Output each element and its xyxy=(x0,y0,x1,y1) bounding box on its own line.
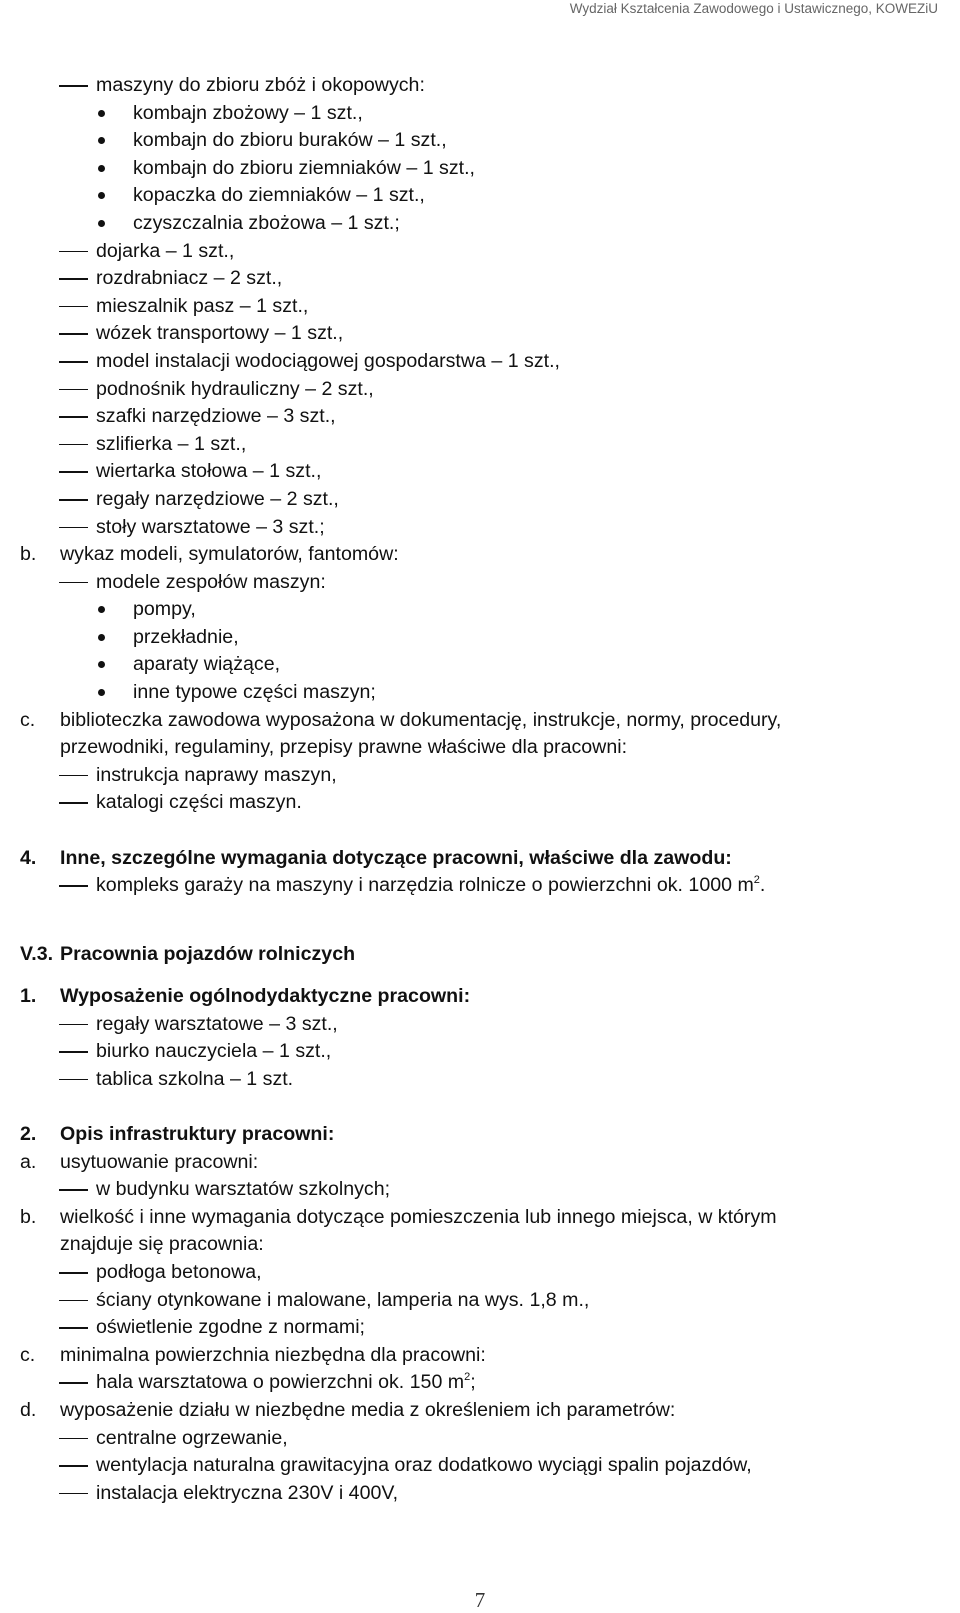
section-heading xyxy=(0,1121,960,1149)
bullet-marker xyxy=(98,606,105,613)
item-text xyxy=(60,541,399,569)
list-item xyxy=(0,1342,960,1370)
item-text-main: usytuowanie pracowni: xyxy=(60,1150,259,1173)
running-header: Wydział Kształcenia Zawodowego i Ustawicznego, KOWEZiU xyxy=(569,1,938,16)
list-item xyxy=(0,1149,960,1177)
item-text-main: regały warsztatowe – 3 szt., xyxy=(96,1012,338,1035)
item-text-main: wózek transportowy – 1 szt., xyxy=(96,322,344,345)
item-text-main: tablica szkolna – 1 szt. xyxy=(96,1067,294,1090)
list-item xyxy=(0,210,960,238)
list-item xyxy=(0,1314,960,1342)
dash-marker xyxy=(59,251,88,253)
list-item xyxy=(0,1066,960,1094)
item-text-main: wyposażenie działu w niezbędne media z określeniem ich parametrów: xyxy=(60,1398,676,1421)
item-text-main: ściany otynkowane i malowane, lamperia na wys. 1,8 m., xyxy=(96,1288,590,1311)
superscript: 2 xyxy=(753,873,760,886)
item-text xyxy=(96,1480,398,1508)
list-item xyxy=(0,1204,960,1232)
dash-marker xyxy=(59,361,88,363)
item-text-main: mieszalnik pasz – 1 szt., xyxy=(96,294,309,317)
item-text-main: Inne, szczególne wymagania dotyczące pracowni, właściwe dla zawodu: xyxy=(60,846,732,869)
bullet-marker xyxy=(98,661,105,668)
item-text-main: inne typowe części maszyn; xyxy=(133,681,376,704)
list-item xyxy=(0,458,960,486)
item-text xyxy=(96,431,246,459)
list-item xyxy=(0,403,960,431)
page-number: 7 xyxy=(474,1588,486,1612)
item-text-main: czyszczalnia zbożowa – 1 szt.; xyxy=(133,211,400,234)
item-text-main: model instalacji wodociągowej gospodarstwa – 1 szt., xyxy=(96,349,560,372)
spacer xyxy=(0,900,960,928)
dash-marker xyxy=(59,1438,88,1440)
list-item xyxy=(0,1287,960,1315)
item-text-main: wykaz modeli, symulatorów, fantomów: xyxy=(60,543,399,566)
item-text-main: podnośnik hydrauliczny – 2 szt., xyxy=(96,377,374,400)
item-label: d. xyxy=(20,1398,37,1421)
list-item xyxy=(0,376,960,404)
list-item xyxy=(0,431,960,459)
item-text-tail: . xyxy=(759,874,766,897)
item-text-main: podłoga betonowa, xyxy=(96,1260,262,1283)
list-item xyxy=(0,238,960,266)
list-item xyxy=(0,100,960,128)
spacer xyxy=(0,969,960,983)
item-text xyxy=(96,486,339,514)
item-text-tail: ; xyxy=(470,1371,476,1394)
item-text-main: Wyposażenie ogólnodydaktyczne pracowni: xyxy=(60,985,471,1007)
item-text xyxy=(60,1231,264,1259)
section-heading xyxy=(0,941,960,969)
list-item xyxy=(0,541,960,569)
dash-marker xyxy=(59,527,88,529)
spacer xyxy=(0,1093,960,1121)
list-item xyxy=(0,293,960,321)
item-text xyxy=(133,155,475,183)
item-text xyxy=(96,1452,752,1480)
dash-marker xyxy=(59,278,88,280)
item-label: a. xyxy=(20,1150,37,1173)
item-text xyxy=(60,1397,675,1425)
item-text-main: wiertarka stołowa – 1 szt., xyxy=(96,460,322,483)
item-text xyxy=(96,1259,262,1287)
list-item xyxy=(0,762,960,790)
list-item xyxy=(0,182,960,210)
item-text xyxy=(96,1011,338,1039)
item-text xyxy=(60,1121,334,1149)
item-text xyxy=(96,72,425,100)
item-text xyxy=(60,1342,486,1370)
bullet-marker xyxy=(98,634,105,641)
item-text xyxy=(133,100,363,128)
dash-marker xyxy=(59,1024,88,1026)
dash-marker xyxy=(59,306,88,308)
list-item xyxy=(0,1259,960,1287)
item-text xyxy=(133,596,196,624)
item-text-main: kombajn do zbioru buraków – 1 szt., xyxy=(133,129,447,152)
item-text-main: znajduje się pracownia: xyxy=(60,1233,264,1256)
list-item xyxy=(0,486,960,514)
dash-marker xyxy=(59,416,88,418)
bullet-marker xyxy=(98,689,105,696)
item-text-main: centralne ogrzewanie, xyxy=(96,1426,288,1449)
bullet-marker xyxy=(98,110,105,117)
item-label: b. xyxy=(20,1205,37,1228)
dash-marker xyxy=(59,444,88,446)
list-item xyxy=(0,155,960,183)
item-text-main: modele zespołów maszyn: xyxy=(96,570,326,593)
list-item xyxy=(0,789,960,817)
item-text xyxy=(96,458,321,486)
item-text-main: szafki narzędziowe – 3 szt., xyxy=(96,405,336,428)
list-item xyxy=(0,1176,960,1204)
dash-marker xyxy=(59,1300,88,1302)
item-text xyxy=(96,403,336,431)
superscript: 2 xyxy=(464,1370,471,1383)
item-text xyxy=(96,1369,476,1397)
dash-marker xyxy=(59,1327,88,1329)
dash-marker xyxy=(59,775,88,777)
item-text xyxy=(96,872,765,900)
item-text xyxy=(96,376,374,404)
list-item xyxy=(0,320,960,348)
item-text xyxy=(96,1038,331,1066)
dash-marker xyxy=(59,85,88,87)
item-text-main: minimalna powierzchnia niezbędna dla pracowni: xyxy=(60,1343,486,1366)
item-text xyxy=(60,845,732,873)
item-label: 2. xyxy=(20,1122,37,1145)
list-item xyxy=(0,1480,960,1508)
item-text xyxy=(60,1149,258,1177)
dash-marker xyxy=(59,1382,88,1384)
item-text-main: aparaty wiążące, xyxy=(133,653,281,676)
item-text-main: pompy, xyxy=(133,598,196,621)
list-item xyxy=(0,1397,960,1425)
item-text xyxy=(96,789,302,817)
item-text xyxy=(96,238,234,266)
list-item xyxy=(0,127,960,155)
item-text xyxy=(133,651,280,679)
item-text xyxy=(133,679,376,707)
list-item xyxy=(0,1369,960,1397)
item-label: c. xyxy=(20,1343,36,1366)
item-text-main: kombajn zbożowy – 1 szt., xyxy=(133,101,363,124)
list-item xyxy=(0,624,960,652)
section-heading xyxy=(0,983,960,1011)
bullet-marker xyxy=(98,137,105,144)
item-text-main: hala warsztatowa o powierzchni ok. 150 m xyxy=(96,1371,465,1394)
item-label: c. xyxy=(20,708,36,731)
item-text xyxy=(60,707,781,735)
list-item xyxy=(0,679,960,707)
dash-marker xyxy=(59,802,88,804)
section-heading xyxy=(0,845,960,873)
item-text xyxy=(133,210,400,238)
item-text-main: biblioteczka zawodowa wyposażona w dokumentację, instrukcje, normy, procedury, xyxy=(60,708,782,731)
list-item xyxy=(0,734,960,762)
item-text-main: stoły warsztatowe – 3 szt.; xyxy=(96,515,325,538)
dash-marker xyxy=(59,885,88,887)
item-text-main: wielkość i inne wymagania dotyczące pomieszczenia lub innego miejsca, w którym xyxy=(60,1205,777,1228)
item-text xyxy=(96,569,326,597)
item-text-main: katalogi części maszyn. xyxy=(96,791,302,814)
item-text xyxy=(133,182,425,210)
item-text-main: kombajn do zbioru ziemniaków – 1 szt., xyxy=(133,156,475,179)
list-item xyxy=(0,872,960,900)
dash-marker xyxy=(59,1272,88,1274)
dash-marker xyxy=(59,499,88,501)
item-label: 4. xyxy=(20,846,37,869)
item-text-main: maszyny do zbioru zbóż i okopowych: xyxy=(96,74,425,96)
dash-marker xyxy=(59,1051,88,1053)
list-item xyxy=(0,348,960,376)
item-label: V.3. xyxy=(20,943,54,966)
item-text xyxy=(60,734,627,762)
item-text-main: przewodniki, regulaminy, przepisy prawne właściwe dla pracowni: xyxy=(60,736,628,759)
item-text-main: w budynku warsztatów szkolnych; xyxy=(96,1178,391,1201)
dash-marker xyxy=(59,1465,88,1467)
list-item xyxy=(0,1452,960,1480)
item-text-main: wentylacja naturalna grawitacyjna oraz dodatkowo wyciągi spalin pojazdów, xyxy=(96,1454,752,1477)
dash-marker xyxy=(59,333,88,335)
bullet-marker xyxy=(98,192,105,199)
item-text-main: oświetlenie zgodne z normami; xyxy=(96,1316,366,1339)
item-text xyxy=(60,983,470,1011)
item-text-main: kompleks garaży na maszyny i narzędzia rolnicze o powierzchni ok. 1000 m xyxy=(96,874,754,897)
item-text xyxy=(96,320,343,348)
bullet-marker xyxy=(98,165,105,172)
item-label: 1. xyxy=(20,985,37,1007)
item-text-main: kopaczka do ziemniaków – 1 szt., xyxy=(133,184,425,207)
item-text xyxy=(96,1066,293,1094)
list-item xyxy=(0,1231,960,1259)
item-text-main: Pracownia pojazdów rolniczych xyxy=(60,943,356,966)
list-item xyxy=(0,651,960,679)
list-item xyxy=(0,72,960,100)
document-body xyxy=(0,72,960,1507)
item-text xyxy=(96,1287,589,1315)
spacer xyxy=(0,817,960,845)
item-text-main: regały narzędziowe – 2 szt., xyxy=(96,487,339,510)
spacer xyxy=(0,927,960,941)
list-item xyxy=(0,1038,960,1066)
item-text-main: Opis infrastruktury pracowni: xyxy=(60,1122,335,1145)
list-item xyxy=(0,707,960,735)
item-text-main: biurko nauczyciela – 1 szt., xyxy=(96,1040,332,1063)
item-text xyxy=(60,941,355,969)
dash-marker xyxy=(59,1079,88,1081)
dash-marker xyxy=(59,582,88,584)
item-text-main: dojarka – 1 szt., xyxy=(96,239,235,262)
item-text xyxy=(133,624,239,652)
item-text-main: instalacja elektryczna 230V i 400V, xyxy=(96,1481,399,1504)
item-text-main: instrukcja naprawy maszyn, xyxy=(96,763,337,786)
list-item xyxy=(0,514,960,542)
dash-marker xyxy=(59,389,88,391)
list-item xyxy=(0,1425,960,1453)
item-text-main: rozdrabniacz – 2 szt., xyxy=(96,267,283,290)
item-text xyxy=(60,1204,777,1232)
list-item xyxy=(0,265,960,293)
item-text-main: przekładnie, xyxy=(133,625,239,648)
list-item xyxy=(0,596,960,624)
dash-marker xyxy=(59,471,88,473)
dash-marker xyxy=(59,1493,88,1495)
item-text xyxy=(96,1314,365,1342)
item-text xyxy=(96,348,560,376)
item-text-main: szlifierka – 1 szt., xyxy=(96,432,247,455)
bullet-marker xyxy=(98,220,105,227)
item-text xyxy=(96,265,282,293)
item-text xyxy=(96,762,337,790)
dash-marker xyxy=(59,1189,88,1191)
item-text xyxy=(96,1425,288,1453)
item-text xyxy=(96,293,308,321)
item-text xyxy=(96,1176,390,1204)
item-text xyxy=(133,127,447,155)
item-label: b. xyxy=(20,543,37,566)
item-text xyxy=(96,514,325,542)
list-item xyxy=(0,569,960,597)
list-item xyxy=(0,1011,960,1039)
